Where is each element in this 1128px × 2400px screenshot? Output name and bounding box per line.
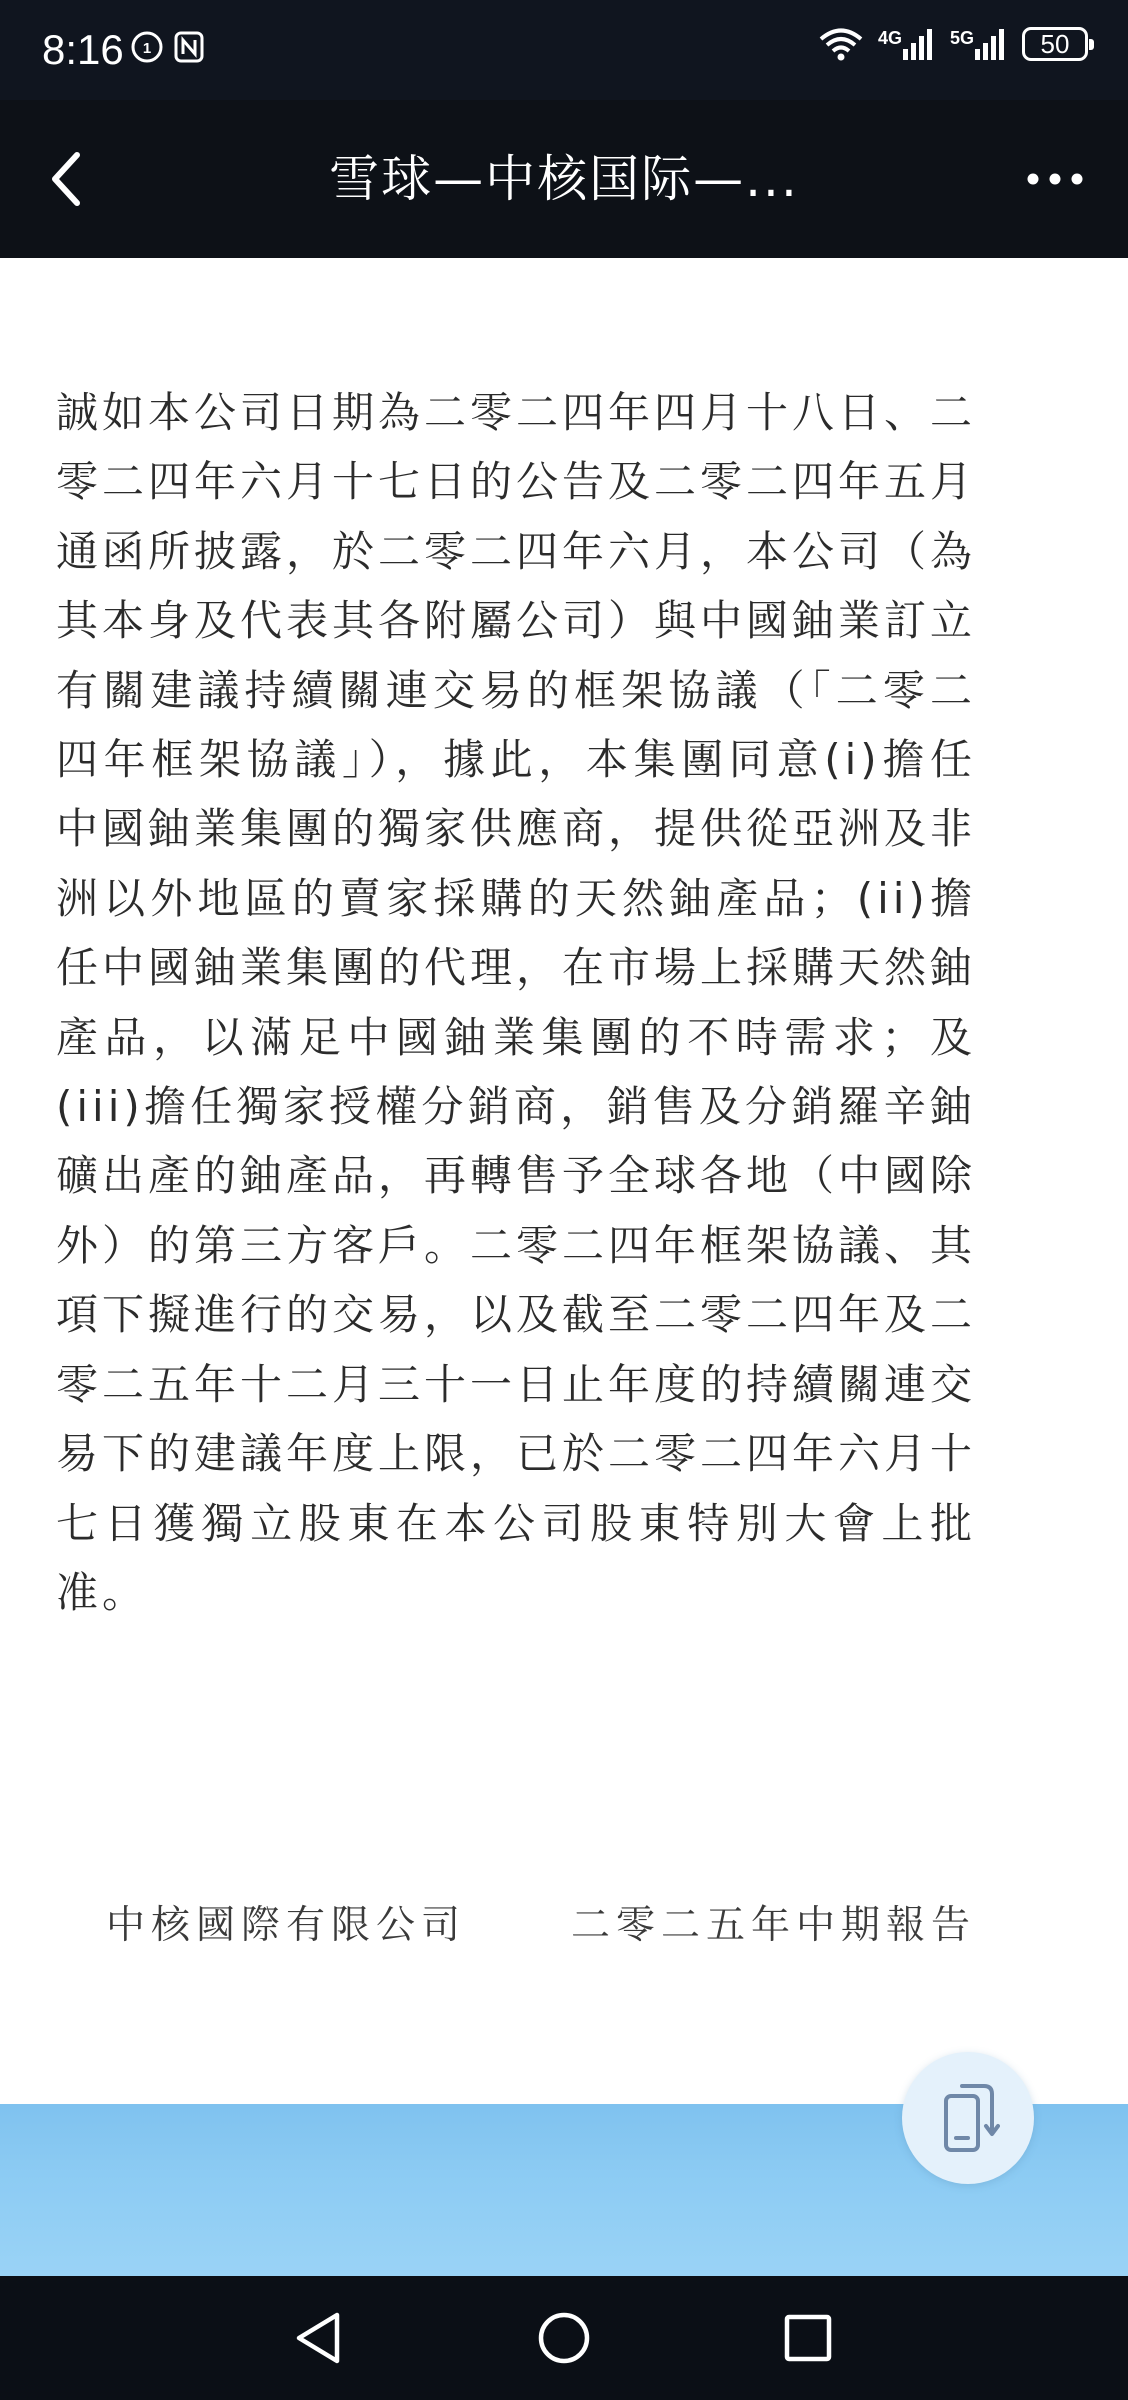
signal-bars-icon <box>902 27 936 61</box>
status-bar <box>0 0 1128 100</box>
title-bar <box>0 100 1128 258</box>
signal-5g <box>950 27 1008 61</box>
rotate-screen-button[interactable] <box>902 2052 1034 2184</box>
signal-bars-icon <box>974 27 1008 61</box>
hd-call-icon <box>130 30 164 64</box>
network-label-4g: 4G <box>877 28 902 48</box>
status-left-icons <box>130 30 206 64</box>
status-time: 8:16 <box>42 26 124 73</box>
nav-home-button[interactable] <box>534 2308 594 2368</box>
more-dots-icon <box>1026 172 1084 186</box>
footer-report: 二零二五年中期報告 <box>570 1903 976 1948</box>
navigation-bar <box>0 2276 1128 2400</box>
document-footer <box>106 1898 976 1954</box>
battery-icon: 50 <box>1022 27 1088 61</box>
wifi-icon <box>818 26 864 62</box>
document-paragraph: 誠如本公司日期為二零二四年四月十八日、二零二四年六月十七日的公告及二零二四年五月通函所披露，於二零二四年六月，本公司（為其本身及代表其各附屬公司）與中國鈾業訂立有關建議持續關連交易的框架協議（「二零二四年框架協議」），據此，本集團同意(i)擔任中國鈾業集團的獨家供應商，提供從亞洲及非洲以外地區的賣家採購的天然鈾產品；(ii)擔任中國鈾業集團的代理，在市場上採購天然鈾產品，以滿足中國鈾業集團的不時需求；及(iii)擔任獨家授權分銷商，銷售及分銷羅辛鈾礦出產的鈾產品，再轉售予全球各地（中國除外）的第三方客戶。二零二四年框架協議、其項下擬進行的交易，以及截至二零二四年及二零二五年十二月三十一日止年度的持續關連交易下的建議年度上限，已於二零二四年六月十七日獲獨立股東在本公司股東特別大會上批准。 <box>56 388 977 1617</box>
nav-recents-button[interactable] <box>778 2308 838 2368</box>
status-right-icons <box>818 26 1088 62</box>
nav-recents-icon <box>783 2313 833 2363</box>
nfc-icon <box>172 30 206 64</box>
network-label-5g: 5G <box>949 28 974 48</box>
nav-home-icon <box>537 2311 591 2365</box>
svg-text:1: 1 <box>142 40 152 57</box>
nav-back-button[interactable] <box>288 2308 348 2368</box>
rotate-screen-icon <box>936 2080 1000 2156</box>
nav-back-icon <box>293 2310 343 2366</box>
signal-4g <box>878 27 936 61</box>
page-title: 雪球—中核国际—... <box>329 150 799 208</box>
more-button[interactable] <box>1020 148 1090 210</box>
footer-company: 中核國際有限公司 <box>106 1903 467 1948</box>
document-page <box>0 258 1128 2104</box>
